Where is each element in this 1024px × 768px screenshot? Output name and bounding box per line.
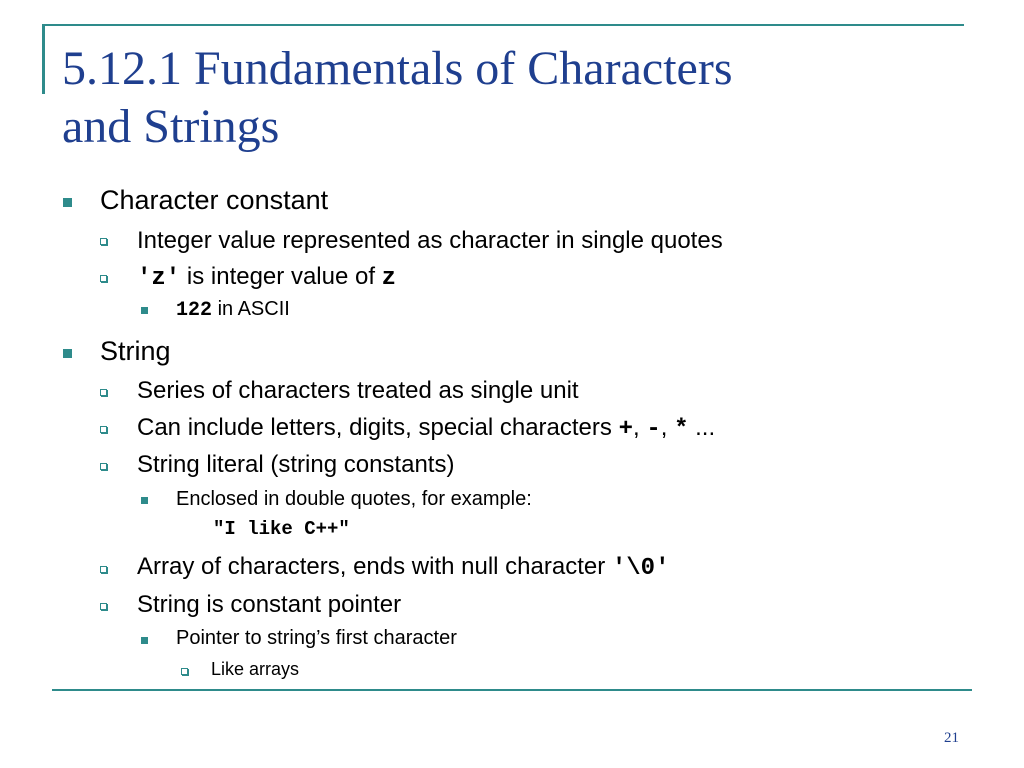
bullet-z-value xyxy=(137,263,396,292)
filled-square-bullet-icon xyxy=(141,637,148,644)
code-z: z xyxy=(381,265,397,292)
bullet-text: Enclosed in double quotes, for example: xyxy=(176,488,532,510)
bullet-text: Integer value represented as character in single quotes xyxy=(137,227,723,254)
code-star: * xyxy=(674,416,689,443)
hollow-square-bullet-icon xyxy=(100,566,107,573)
separator: , xyxy=(632,414,647,441)
code-plus: + xyxy=(618,416,633,443)
bullet-text: String is constant pointer xyxy=(137,591,402,618)
bullet-text: Character constant xyxy=(100,185,329,215)
bullet-integer-value xyxy=(137,227,723,255)
ellipsis: ... xyxy=(688,414,716,441)
code-minus: - xyxy=(646,416,661,443)
bullet-character-constant xyxy=(100,185,328,216)
slide-number: 21 xyxy=(944,730,959,746)
bullet-text: String xyxy=(100,336,171,366)
filled-square-bullet-icon xyxy=(141,307,148,314)
code-example: "I like C++" xyxy=(213,518,350,540)
code-122: 122 xyxy=(176,299,213,322)
decorative-bottom-line xyxy=(52,689,972,691)
bullet-constant-pointer xyxy=(137,591,401,619)
title-line-1: 5.12.1 Fundamentals of Characters xyxy=(62,42,733,95)
title-line-2: and Strings xyxy=(62,100,280,153)
bullet-string xyxy=(100,336,171,367)
separator: , xyxy=(660,414,675,441)
filled-square-bullet-icon xyxy=(141,497,148,504)
hollow-square-bullet-icon xyxy=(100,463,107,470)
hollow-square-bullet-icon xyxy=(100,238,107,245)
bullet-text: String literal (string constants) xyxy=(137,451,455,478)
hollow-square-bullet-icon xyxy=(100,275,107,282)
bullet-text: Like arrays xyxy=(211,659,300,679)
bullet-text: is integer value of xyxy=(180,263,382,290)
bullet-array xyxy=(137,553,669,582)
hollow-square-bullet-icon xyxy=(181,668,188,675)
bullet-like-arrays xyxy=(211,659,299,680)
bullet-text: Pointer to string’s first character xyxy=(176,627,457,649)
bullet-ascii xyxy=(176,298,290,322)
bullet-literal xyxy=(137,451,454,479)
code-null-char: '\0' xyxy=(611,555,670,582)
bullet-include xyxy=(137,414,715,443)
bullet-text: in ASCII xyxy=(212,298,290,320)
bullet-series xyxy=(137,377,579,405)
bullet-text: Array of characters, ends with null character xyxy=(137,553,612,580)
hollow-square-bullet-icon xyxy=(100,603,107,610)
code-z-char: 'z' xyxy=(137,265,181,292)
hollow-square-bullet-icon xyxy=(100,426,107,433)
bullet-pointer-first xyxy=(176,627,457,650)
bullet-text: Series of characters treated as single unit xyxy=(137,377,579,404)
hollow-square-bullet-icon xyxy=(100,389,107,396)
bullet-text: Can include letters, digits, special characters xyxy=(137,414,619,441)
filled-square-bullet-icon xyxy=(63,349,72,358)
filled-square-bullet-icon xyxy=(63,198,72,207)
bullet-enclosed xyxy=(176,488,532,511)
